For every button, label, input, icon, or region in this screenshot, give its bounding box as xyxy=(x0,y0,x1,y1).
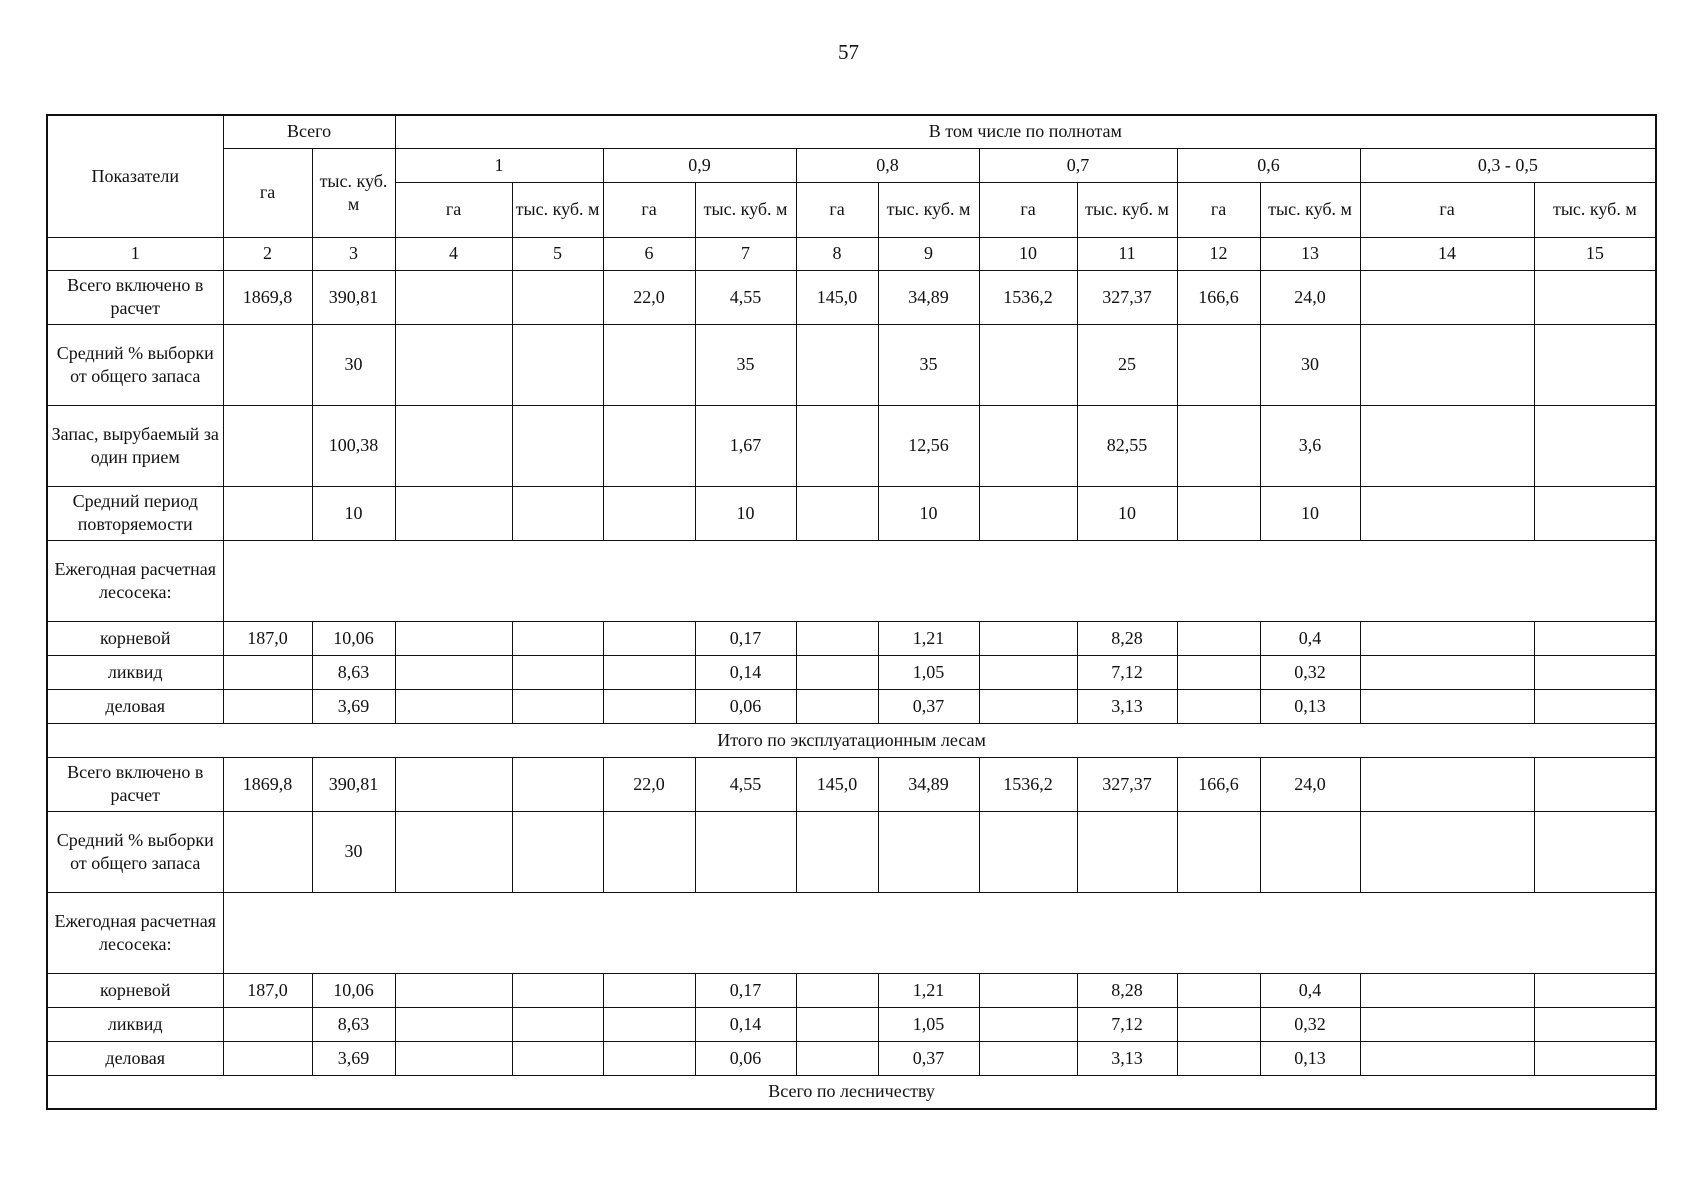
table-cell xyxy=(512,324,603,405)
table-cell xyxy=(796,973,878,1007)
section-title: Всего по лесничеству xyxy=(47,1075,1656,1109)
table-cell: 1,21 xyxy=(878,973,979,1007)
row-label: деловая xyxy=(47,689,223,723)
table-cell: 145,0 xyxy=(796,757,878,811)
allowable-cut-table xyxy=(46,114,1657,1110)
table-cell: 10 xyxy=(1260,486,1360,540)
table-cell: 0,37 xyxy=(878,689,979,723)
table-cell xyxy=(512,621,603,655)
table-cell: 0,32 xyxy=(1260,655,1360,689)
annual-cut-label: Ежегодная расчетная лесосека: xyxy=(47,892,223,973)
annual-cut-header-row xyxy=(47,892,1656,973)
table-cell xyxy=(1534,405,1656,486)
table-cell: 145,0 xyxy=(796,270,878,324)
column-number: 8 xyxy=(796,237,878,270)
section-title: Итого по эксплуатационным лесам xyxy=(47,723,1656,757)
table-cell: 1869,8 xyxy=(223,757,312,811)
table-row xyxy=(47,973,1656,1007)
column-number: 6 xyxy=(603,237,695,270)
table-cell xyxy=(603,486,695,540)
table-cell xyxy=(979,1007,1077,1041)
table-cell: 0,4 xyxy=(1260,621,1360,655)
table-cell: 3,69 xyxy=(312,1041,395,1075)
table-row xyxy=(47,486,1656,540)
table-cell xyxy=(1360,973,1534,1007)
table-cell: 8,63 xyxy=(312,655,395,689)
table-cell: 166,6 xyxy=(1177,270,1260,324)
table-cell xyxy=(796,324,878,405)
table-cell xyxy=(395,811,512,892)
table-cell: 82,55 xyxy=(1077,405,1177,486)
table-cell xyxy=(512,1041,603,1075)
subheader-ha: га xyxy=(796,182,878,237)
table-cell xyxy=(395,655,512,689)
density-group: 0,8 xyxy=(796,148,979,182)
table-cell xyxy=(512,973,603,1007)
header-indicator: Показатели xyxy=(47,115,223,237)
table-cell xyxy=(395,270,512,324)
header-total-ha: га xyxy=(223,148,312,237)
table-cell xyxy=(1360,621,1534,655)
empty-span-cell xyxy=(223,540,1656,621)
column-number: 2 xyxy=(223,237,312,270)
table-cell xyxy=(603,973,695,1007)
column-number: 15 xyxy=(1534,237,1656,270)
table-cell xyxy=(1534,973,1656,1007)
row-label: Всего включено в расчет xyxy=(47,270,223,324)
table-row xyxy=(47,324,1656,405)
table-cell: 390,81 xyxy=(312,270,395,324)
table-cell: 10,06 xyxy=(312,973,395,1007)
table-cell xyxy=(395,405,512,486)
table-cell: 10 xyxy=(695,486,796,540)
table-cell xyxy=(796,1007,878,1041)
table-cell xyxy=(1260,811,1360,892)
table-cell xyxy=(1360,811,1534,892)
density-group: 0,7 xyxy=(979,148,1177,182)
table-cell: 327,37 xyxy=(1077,270,1177,324)
subheader-volume: тыс. куб. м xyxy=(1077,182,1177,237)
table-cell: 10 xyxy=(1077,486,1177,540)
annual-cut-label: Ежегодная расчетная лесосека: xyxy=(47,540,223,621)
table-cell: 22,0 xyxy=(603,757,695,811)
row-label: корневой xyxy=(47,973,223,1007)
table-cell xyxy=(223,1041,312,1075)
table-cell: 0,06 xyxy=(695,689,796,723)
table-cell xyxy=(796,655,878,689)
table-cell xyxy=(1360,757,1534,811)
table-cell xyxy=(512,811,603,892)
table-cell xyxy=(979,689,1077,723)
table-cell xyxy=(1360,1041,1534,1075)
table-cell xyxy=(395,1041,512,1075)
table-header xyxy=(47,115,1656,270)
table-cell xyxy=(603,405,695,486)
column-number-row xyxy=(47,237,1656,270)
table-cell xyxy=(395,1007,512,1041)
table-cell: 12,56 xyxy=(878,405,979,486)
page-number: 57 xyxy=(838,40,859,64)
table-cell xyxy=(1177,486,1260,540)
row-label: ликвид xyxy=(47,655,223,689)
column-number: 13 xyxy=(1260,237,1360,270)
table-cell: 7,12 xyxy=(1077,655,1177,689)
table-cell xyxy=(223,324,312,405)
table-row xyxy=(47,1041,1656,1075)
table-cell xyxy=(512,405,603,486)
density-group: 0,3 - 0,5 xyxy=(1360,148,1656,182)
table-cell xyxy=(512,1007,603,1041)
table-cell xyxy=(878,811,979,892)
table-cell: 3,13 xyxy=(1077,689,1177,723)
subheader-volume: тыс. куб. м xyxy=(878,182,979,237)
table-cell xyxy=(1177,655,1260,689)
table-cell: 10,06 xyxy=(312,621,395,655)
table-cell xyxy=(1534,689,1656,723)
table-cell xyxy=(1077,811,1177,892)
subheader-ha: га xyxy=(1177,182,1260,237)
table-row xyxy=(47,757,1656,811)
annual-cut-header-row xyxy=(47,540,1656,621)
row-label: Средний период повторяемости xyxy=(47,486,223,540)
column-number: 10 xyxy=(979,237,1077,270)
table-cell: 3,69 xyxy=(312,689,395,723)
density-group: 0,9 xyxy=(603,148,796,182)
section-title-row xyxy=(47,723,1656,757)
table-cell: 0,06 xyxy=(695,1041,796,1075)
table-cell xyxy=(796,486,878,540)
column-number: 14 xyxy=(1360,237,1534,270)
table-cell xyxy=(1360,486,1534,540)
table-cell xyxy=(1360,270,1534,324)
table-cell xyxy=(979,324,1077,405)
table-row xyxy=(47,405,1656,486)
table-cell xyxy=(223,1007,312,1041)
density-group: 1 xyxy=(395,148,603,182)
table-cell xyxy=(603,1041,695,1075)
table-row xyxy=(47,811,1656,892)
table-cell: 327,37 xyxy=(1077,757,1177,811)
table-cell xyxy=(1177,973,1260,1007)
header-by-density: В том числе по полнотам xyxy=(395,115,1656,148)
table-cell xyxy=(512,486,603,540)
table-cell xyxy=(979,621,1077,655)
table-cell: 1,21 xyxy=(878,621,979,655)
column-number: 12 xyxy=(1177,237,1260,270)
table-cell xyxy=(796,621,878,655)
table-cell: 8,28 xyxy=(1077,973,1177,1007)
table-cell xyxy=(1534,1041,1656,1075)
table-cell: 0,13 xyxy=(1260,689,1360,723)
table-cell: 8,63 xyxy=(312,1007,395,1041)
table-cell xyxy=(1534,811,1656,892)
table-cell: 1536,2 xyxy=(979,757,1077,811)
table-cell: 1,67 xyxy=(695,405,796,486)
table-row xyxy=(47,1007,1656,1041)
table-cell xyxy=(395,973,512,1007)
table-cell xyxy=(603,324,695,405)
table-cell: 1869,8 xyxy=(223,270,312,324)
table-cell: 0,14 xyxy=(695,1007,796,1041)
table-cell: 22,0 xyxy=(603,270,695,324)
subheader-volume: тыс. куб. м xyxy=(1534,182,1656,237)
row-label: деловая xyxy=(47,1041,223,1075)
table-cell xyxy=(979,973,1077,1007)
row-label: Средний % выборки от общего запаса xyxy=(47,324,223,405)
table-cell: 7,12 xyxy=(1077,1007,1177,1041)
table-row xyxy=(47,270,1656,324)
table-cell xyxy=(1360,324,1534,405)
table-cell xyxy=(1360,405,1534,486)
table-cell: 187,0 xyxy=(223,621,312,655)
table-cell xyxy=(979,811,1077,892)
row-label: Запас, вырубаемый за один прием xyxy=(47,405,223,486)
table-cell: 0,14 xyxy=(695,655,796,689)
table-cell: 390,81 xyxy=(312,757,395,811)
table-cell xyxy=(695,811,796,892)
table-cell xyxy=(223,811,312,892)
column-number: 3 xyxy=(312,237,395,270)
table-cell xyxy=(395,324,512,405)
table-cell xyxy=(1177,1041,1260,1075)
table-cell xyxy=(1534,655,1656,689)
table-cell xyxy=(1177,811,1260,892)
table-cell xyxy=(223,486,312,540)
column-number: 11 xyxy=(1077,237,1177,270)
table-cell xyxy=(796,1041,878,1075)
table-cell xyxy=(603,689,695,723)
table-cell xyxy=(1534,621,1656,655)
column-number: 4 xyxy=(395,237,512,270)
row-label: Всего включено в расчет xyxy=(47,757,223,811)
header-total-volume: тыс. куб. м xyxy=(312,148,395,237)
table-cell: 34,89 xyxy=(878,757,979,811)
table-row xyxy=(47,655,1656,689)
table-cell xyxy=(1534,486,1656,540)
table-row xyxy=(47,689,1656,723)
table-cell xyxy=(512,270,603,324)
table-cell xyxy=(1177,689,1260,723)
table-cell: 1,05 xyxy=(878,655,979,689)
table-cell xyxy=(1360,689,1534,723)
table-cell: 30 xyxy=(312,811,395,892)
table-cell xyxy=(223,689,312,723)
table-cell xyxy=(796,811,878,892)
table-cell: 0,4 xyxy=(1260,973,1360,1007)
table-body xyxy=(47,270,1656,1109)
table-cell: 100,38 xyxy=(312,405,395,486)
table-cell xyxy=(1177,324,1260,405)
table-cell: 3,13 xyxy=(1077,1041,1177,1075)
table-cell: 1,05 xyxy=(878,1007,979,1041)
table-cell: 30 xyxy=(1260,324,1360,405)
column-number: 7 xyxy=(695,237,796,270)
row-label: ликвид xyxy=(47,1007,223,1041)
table-cell: 8,28 xyxy=(1077,621,1177,655)
table-cell: 10 xyxy=(312,486,395,540)
table-row xyxy=(47,621,1656,655)
table-cell xyxy=(979,655,1077,689)
table-cell: 24,0 xyxy=(1260,270,1360,324)
subheader-ha: га xyxy=(603,182,695,237)
table-cell xyxy=(1177,1007,1260,1041)
table-cell: 1536,2 xyxy=(979,270,1077,324)
table-cell: 35 xyxy=(695,324,796,405)
table-cell: 4,55 xyxy=(695,757,796,811)
table-cell: 187,0 xyxy=(223,973,312,1007)
table-cell xyxy=(603,655,695,689)
table-cell: 0,37 xyxy=(878,1041,979,1075)
row-label: корневой xyxy=(47,621,223,655)
table-cell xyxy=(395,689,512,723)
table-cell xyxy=(979,405,1077,486)
table-cell xyxy=(796,405,878,486)
header-total: Всего xyxy=(223,115,395,148)
table-cell: 35 xyxy=(878,324,979,405)
empty-span-cell xyxy=(223,892,1656,973)
subheader-ha: га xyxy=(979,182,1077,237)
column-number: 9 xyxy=(878,237,979,270)
table-cell xyxy=(796,689,878,723)
table-cell xyxy=(1534,270,1656,324)
table-cell xyxy=(603,811,695,892)
table-cell xyxy=(1360,655,1534,689)
table-cell xyxy=(512,655,603,689)
table-cell xyxy=(512,689,603,723)
table-cell xyxy=(1177,621,1260,655)
table-cell: 0,13 xyxy=(1260,1041,1360,1075)
column-number: 1 xyxy=(47,237,223,270)
table-cell: 4,55 xyxy=(695,270,796,324)
column-number: 5 xyxy=(512,237,603,270)
table-cell: 3,6 xyxy=(1260,405,1360,486)
table-cell xyxy=(223,405,312,486)
table-cell xyxy=(395,757,512,811)
subheader-volume: тыс. куб. м xyxy=(1260,182,1360,237)
subheader-ha: га xyxy=(395,182,512,237)
table-cell xyxy=(603,621,695,655)
table-cell xyxy=(1534,324,1656,405)
table-cell xyxy=(395,621,512,655)
row-label: Средний % выборки от общего запаса xyxy=(47,811,223,892)
table-cell xyxy=(1534,1007,1656,1041)
table-cell xyxy=(979,486,1077,540)
table-cell xyxy=(1177,405,1260,486)
table-cell xyxy=(223,655,312,689)
section-title-row xyxy=(47,1075,1656,1109)
table-cell: 34,89 xyxy=(878,270,979,324)
table-cell xyxy=(512,757,603,811)
table-cell xyxy=(603,1007,695,1041)
table-cell: 166,6 xyxy=(1177,757,1260,811)
density-group: 0,6 xyxy=(1177,148,1360,182)
subheader-ha: га xyxy=(1360,182,1534,237)
table-cell xyxy=(1534,757,1656,811)
table-cell xyxy=(979,1041,1077,1075)
table-cell: 25 xyxy=(1077,324,1177,405)
table-cell: 30 xyxy=(312,324,395,405)
table-cell: 10 xyxy=(878,486,979,540)
table-cell: 0,17 xyxy=(695,973,796,1007)
table-cell: 0,32 xyxy=(1260,1007,1360,1041)
subheader-volume: тыс. куб. м xyxy=(512,182,603,237)
table-cell xyxy=(1360,1007,1534,1041)
table-cell: 24,0 xyxy=(1260,757,1360,811)
table-cell xyxy=(395,486,512,540)
subheader-volume: тыс. куб. м xyxy=(695,182,796,237)
table-cell: 0,17 xyxy=(695,621,796,655)
